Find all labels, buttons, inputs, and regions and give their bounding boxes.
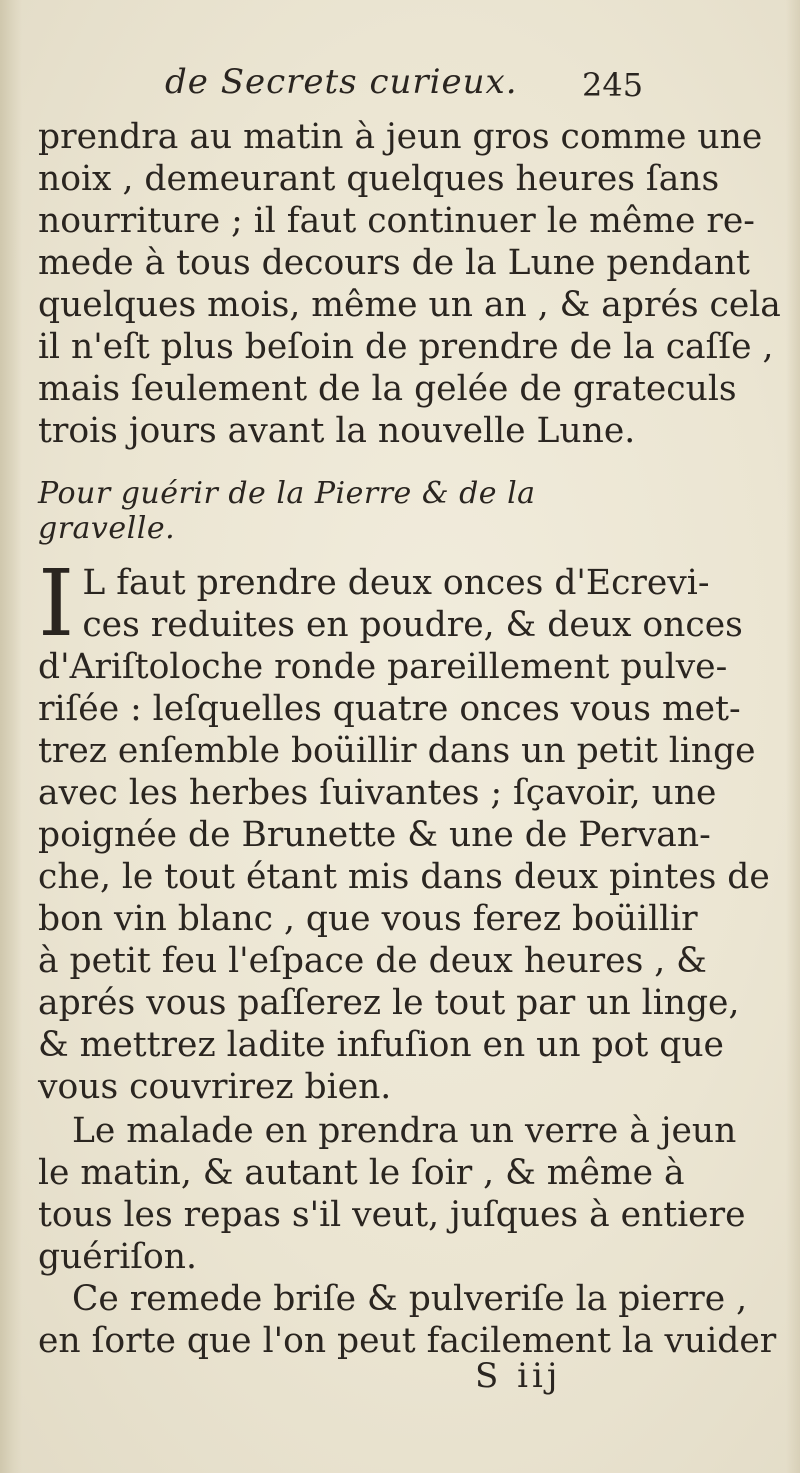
paragraph-continuation [38,116,781,452]
text-line: Ce remede briſe & pulveriſe la pierre , [72,1279,748,1319]
page-number: 245 [582,66,644,104]
text-line: vous couvrirez bien. [38,1067,392,1107]
text-line: guériſon. [38,1237,197,1277]
dosage-paragraph [38,1110,746,1278]
text-line: ces reduites en poudre, & deux onces [82,605,743,645]
text-line: noix , demeurant quelques heures ſans [38,159,720,199]
text-line: & mettrez ladite infuſion en un pot que [38,1025,724,1065]
text-line: il n'eſt plus beſoin de prendre de la caſſe , [38,327,774,367]
text-line: tous les repas s'il veut, juſques à entiere [38,1195,746,1235]
text-line: aprés vous paſſerez le tout par un linge, [38,983,740,1023]
text-line: bon vin blanc , que vous ferez boüillir [38,899,698,939]
drop-cap: I [38,550,75,657]
text-line: quelques mois, même un an , & aprés cela [38,285,781,325]
text-line: nourriture ; il faut continuer le même re- [38,201,755,241]
text-line: mais ſeulement de la gelée de grateculs [38,369,737,409]
text-line: avec les herbes ſuivantes ; ſçavoir, une [38,773,717,813]
text-line: mede à tous decours de la Lune pendant [38,243,750,283]
running-head: de Secrets curieux. [165,62,518,102]
text-line: Le malade en prendra un verre à jeun [72,1111,737,1151]
text-line: riſée : leſquelles quatre onces vous met- [38,689,741,729]
page-edge [786,0,800,1473]
text-line: à petit feu l'eſpace de deux heures , & [38,941,707,981]
text-line: trois jours avant la nouvelle Lune. [38,411,636,451]
text-line: trez enſemble boüillir dans un petit linge [38,731,756,771]
page-gutter [0,0,22,1473]
signature-mark: S iij [475,1356,562,1396]
section-heading: Pour guérir de la Pierre & de la gravelle. [38,476,536,546]
text-line: en ſorte que l'on peut facilement la vuider [38,1321,777,1361]
text-line: prendra au matin à jeun gros comme une [38,117,763,157]
text-line: poignée de Brunette & une de Pervan- [38,815,711,855]
effect-paragraph [38,1278,777,1362]
text-line: le matin, & autant le ſoir , & même à [38,1153,685,1193]
text-line: d'Ariſtoloche ronde pareillement pulve- [38,647,728,687]
recipe-paragraph [38,550,770,1108]
text-line: che, le tout étant mis dans deux pintes de [38,857,770,897]
text-line: L faut prendre deux onces d'Ecrevi- [82,563,710,603]
